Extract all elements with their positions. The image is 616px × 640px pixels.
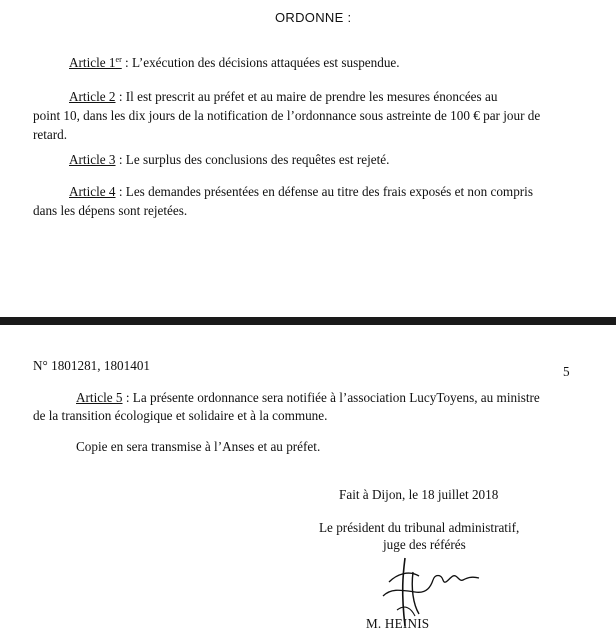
article-3-label: Article 3 (69, 152, 116, 167)
article-5-text-line1: : La présente ordonnance sera notifiée à l’association LucyToyens, au ministre (122, 390, 540, 405)
article-2-text-line1: : Il est prescrit au préfet et au maire de prendre les mesures énoncées au (115, 89, 498, 104)
signature-name: M. HEINIS (366, 616, 430, 631)
ordonne-heading: ORDONNE : (275, 10, 352, 25)
signatory-title-line2: juge des référés (383, 537, 466, 552)
article-2 (69, 87, 589, 106)
article-4-text-line1: : Les demandes présentées en défense au titre des frais exposés et non compris (115, 184, 533, 199)
article-5-label: Article 5 (76, 390, 123, 405)
article-3-text: : Le surplus des conclusions des requêtes est rejeté. (115, 152, 390, 167)
page-divider (0, 317, 616, 325)
article-2-line2: point 10, dans les dix jours de la notification de l’ordonnance sous astreinte de 100 € par jour de (33, 108, 541, 123)
article-1-text: : L’exécution des décisions attaquées est suspendue. (121, 55, 400, 70)
article-4-line2: dans les dépens sont rejetées. (33, 203, 188, 218)
article-2-line3: retard. (33, 127, 68, 142)
signatory-title-line1: Le président du tribunal administratif, (319, 520, 520, 535)
article-2-label: Article 2 (69, 89, 116, 104)
case-number: N° 1801281, 1801401 (33, 358, 151, 373)
article-5-line2: de la transition écologique et solidaire et à la commune. (33, 408, 328, 423)
article-3 (69, 150, 589, 169)
article-1 (69, 53, 589, 72)
date-line: Fait à Dijon, le 18 juillet 2018 (339, 487, 499, 502)
article-1-label: Article 1er (69, 55, 122, 70)
article-5 (76, 388, 606, 407)
page-number: 5 (563, 364, 570, 379)
copy-line: Copie en sera transmise à l’Anses et au préfet. (76, 439, 321, 454)
article-4-label: Article 4 (69, 184, 116, 199)
article-4 (69, 182, 599, 201)
